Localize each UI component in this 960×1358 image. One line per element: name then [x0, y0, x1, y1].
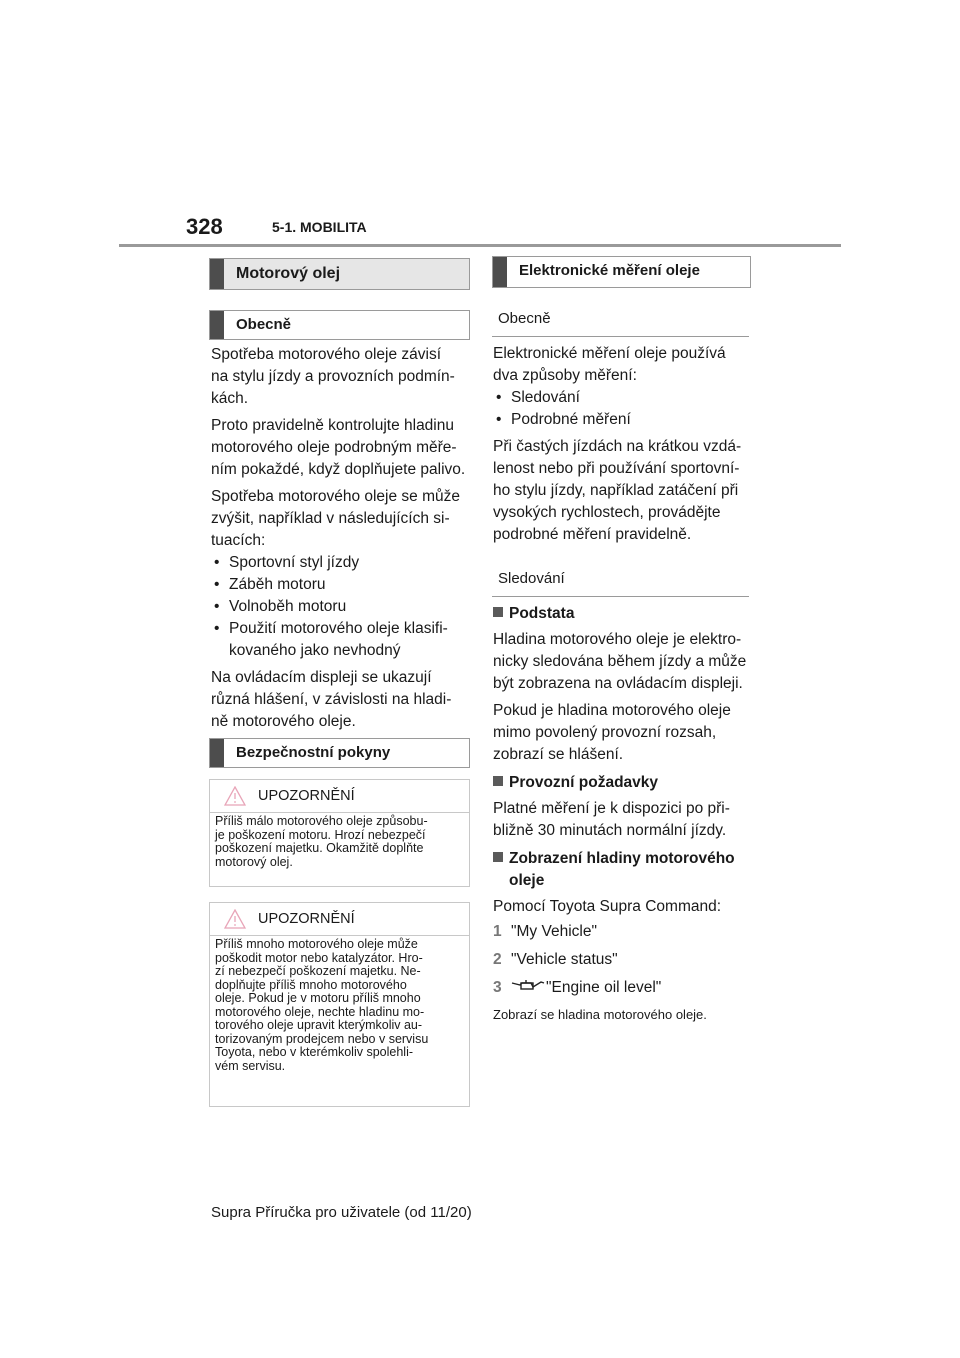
text-line: Pokud je hladina motorového oleje: [493, 702, 731, 719]
warning-triangle-icon: [224, 786, 246, 806]
text-line: zobrazí se hlášení.: [493, 746, 624, 763]
step-3: 3 "Engine oil level": [493, 979, 662, 996]
text-line: mimo povolený provozní rozsah,: [493, 724, 717, 741]
text-line: různá hlášení, v závislosti na hladi-: [211, 691, 452, 708]
warning-text-line: torizovaným prodejcem nebo v servisu: [215, 1031, 429, 1046]
subheading-label: Sledování: [498, 570, 565, 587]
topic-heading-principle: Podstata: [493, 603, 755, 625]
list-item: • Sledování: [493, 387, 755, 409]
list-item: • Použití motorového oleje klasifi-: [211, 618, 473, 640]
text-line: podrobné měření pravidelně.: [493, 526, 692, 543]
list-item-continuation: kovaného jako nevhodný: [229, 642, 401, 659]
text-line: Při častých jízdách na krátkou vzdá-: [493, 438, 742, 455]
subsection-heading-label: Obecně: [236, 316, 292, 333]
warning-text-line: vém servisu.: [215, 1058, 286, 1073]
warning-text-line: zí nebezpečí poškození majetku. Ne-: [215, 964, 421, 978]
list-item: • Záběh motoru: [211, 574, 473, 596]
text-line: Pomocí Toyota Supra Command:: [493, 898, 722, 915]
text-line: ně motorového oleje.: [211, 713, 356, 730]
text-line: kách.: [211, 390, 249, 407]
right-body-text: [493, 343, 755, 546]
subheading-monitoring: [492, 562, 749, 597]
warning-text-line: doplňujte příliš mnoho motorového: [215, 977, 407, 992]
list-item: • Volnoběh motoru: [211, 596, 473, 618]
topic-heading-display-cont: oleje: [509, 872, 545, 889]
warning-text-line: poškodit motor nebo katalyzátor. Hro-: [215, 950, 423, 965]
section-heading-electronic-measurement: [492, 256, 751, 288]
page-number: 328: [186, 214, 223, 239]
warning-text-line: oleje. Pokud je v motoru příliš mnoho: [215, 991, 421, 1005]
text-line: být zobrazena na ovládacím displeji.: [493, 675, 743, 692]
warning-box-excess-oil: [209, 902, 470, 1107]
text-line: Hladina motorového oleje je elektro-: [493, 631, 742, 648]
monitoring-content: [493, 603, 755, 1022]
warning-text-line: Příliš mnoho motorového oleje může: [215, 937, 418, 951]
subsection-heading-label: Bezpečnostní pokyny: [236, 744, 391, 761]
text-line: Spotřeba motorového oleje se může: [211, 488, 461, 505]
text-line: Platné měření je k dispozici po při-: [493, 800, 730, 817]
text-line: Proto pravidelně kontrolujte hladinu: [211, 417, 454, 434]
list-item: • Sportovní styl jízdy: [211, 552, 473, 574]
topic-heading-requirements: Provozní požadavky: [493, 772, 755, 794]
warning-text-line: je poškození motoru. Hrozí nebezpečí: [215, 827, 426, 842]
subsection-heading-general: [209, 310, 470, 340]
text-line: dva způsoby měření:: [493, 367, 637, 384]
text-line: vysokých rychlostech, provádějte: [493, 504, 721, 521]
header-divider: [119, 244, 841, 247]
text-line: ho stylu jízdy, například zatáčení při: [493, 482, 739, 499]
text-line: ním pokaždé, když doplňujete palivo.: [211, 461, 466, 478]
text-line: nicky sledována během jízdy a může: [493, 653, 747, 670]
warning-label: UPOZORNĚNÍ: [258, 911, 355, 927]
text-line: Spotřeba motorového oleje závisí: [211, 346, 442, 363]
warning-text-line: Příliš málo motorového oleje způsobu-: [215, 814, 428, 828]
section-heading-motor-oil: [209, 258, 470, 290]
subheading-general: [492, 302, 749, 337]
text-line: motorového oleje podrobným měře-: [211, 439, 457, 456]
topic-heading-display: Zobrazení hladiny motorového: [493, 848, 755, 870]
left-body-text: [211, 344, 473, 733]
subheading-label: Obecně: [498, 310, 551, 327]
warning-text-line: motorový olej.: [215, 854, 293, 869]
text-line: Elektronické měření oleje používá: [493, 345, 726, 362]
text-line: zvýšit, například v následujících si-: [211, 510, 450, 527]
warning-text-line: torového oleje upravit kterýmkoliv au-: [215, 1018, 423, 1032]
warning-triangle-icon: [224, 909, 246, 929]
warning-box-low-oil: [209, 779, 470, 887]
section-heading-label: Motorový olej: [236, 265, 341, 282]
step-1: 1 "My Vehicle": [493, 923, 597, 940]
warning-text-line: poškození majetku. Okamžitě doplňte: [215, 841, 424, 855]
step-2: 2 "Vehicle status": [493, 951, 618, 968]
warning-text-line: Toyota, nebo v kterémkoliv spolehli-: [215, 1045, 414, 1059]
text-line: bližně 30 minutách normální jízdy.: [493, 822, 727, 839]
result-note: Zobrazí se hladina motorového oleje.: [493, 1007, 707, 1022]
text-line: tuacích:: [211, 532, 266, 549]
warning-text-line: motorového oleje, nechte hladinu mo-: [215, 1004, 425, 1019]
text-line: lenost nebo při používání sportovní-: [493, 460, 740, 477]
text-line: na stylu jízdy a provozních podmín-: [211, 368, 455, 385]
oil-can-icon: [511, 979, 545, 991]
warning-label: UPOZORNĚNÍ: [258, 788, 355, 804]
text-line: Na ovládacím displeji se ukazují: [211, 669, 432, 686]
section-heading-label: Elektronické měření oleje: [519, 262, 700, 279]
subsection-heading-safety: [209, 738, 470, 768]
footer-text: Supra Příručka pro uživatele (od 11/20): [211, 1204, 472, 1221]
chapter-title: 5-1. MOBILITA: [272, 219, 367, 235]
list-item: • Podrobné měření: [493, 409, 755, 431]
